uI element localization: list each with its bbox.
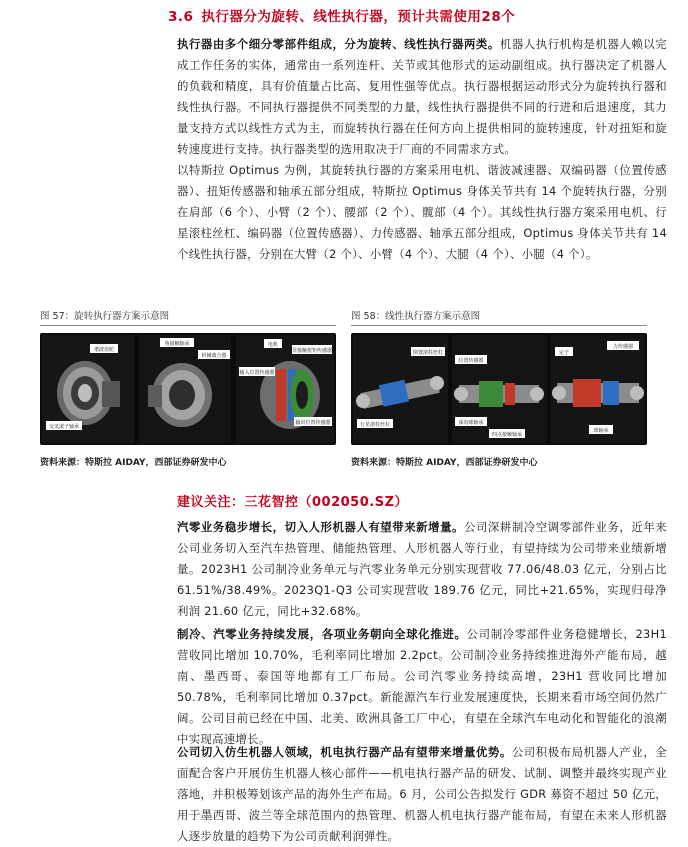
figure-58-image	[351, 333, 647, 445]
figure-57-caption: 图 57：旋转执行器方案示意图	[40, 311, 170, 322]
label-force-sensor: 力传感器	[612, 344, 634, 350]
label-harmonic-gear: 谐波齿轮	[93, 347, 115, 353]
recommendation-title: 建议关注：三花智控（002050.SZ）	[177, 495, 409, 510]
label-angular-contact-bearing: 角接触轴承	[164, 341, 190, 347]
paragraph-actuator-intro	[177, 34, 667, 160]
paragraph-lead: 公司切入仿生机器人领域，机电执行器产品有望带来增量优势。	[177, 745, 512, 759]
figure-58-caption: 图 58：线性执行器方案示意图	[351, 311, 481, 322]
label-motor: 电机	[267, 342, 279, 348]
paragraph-body: 以特斯拉 Optimus 为例，其旋转执行器的方案采用电机、谐波减速器、双编码器（位置传感器）、扭矩传感器和轴承五部分组成，特斯拉 Optimus 身体关节共有 14 个旋转执行器，分别在肩部（6 个）、小臂（2 个）、腰部（2 个）、髋部（4 个）。其线性执行器方案采用电机、行星滚柱丝杠、编码器（位置传感器）、力传感器、轴承五部分组成，Optimus 身体关节共有 14 个线性执行器，分别在大臂（2 个）、小臂（4 个）、大腿（4 个）、小腿（4 个）。	[177, 163, 667, 261]
section-title	[168, 5, 668, 25]
figure-58-rule	[351, 325, 647, 326]
label-position-sensor: 位置传感器	[458, 358, 484, 364]
paragraph-body: 公司积极布局机器人产业，全面配合客户开展仿生机器人核心部件——机电执行器产品的研发、试制、调整并最终实现产业落地，并积极筹划该产品的海外生产布局。6 月，公司公告拟发行 GDR 募资不超过 50 亿元，用于墨西哥、波兰等全球范围内的热管理、机器人机电执行器产能布局，有望在未来人形机器人逐步放量的趋势下为公司贡献利润弹性。	[177, 745, 667, 843]
figure-57-rule	[40, 325, 336, 326]
paragraph-optimus	[177, 160, 667, 265]
figure-57-image	[40, 333, 336, 445]
paragraph-lead: 制冷、汽零业务持续发展，各项业务朝向全球化推进。	[177, 627, 467, 641]
paragraph-body: 公司深耕制冷空调零部件业务，近年来公司业务切入至汽车热管理、储能热管理、人形机器人等行业，有望持续为公司带来业绩新增量。2023H1 公司制冷业务单元与汽零业务单元分别实现营收 77.06/48.03 亿元，分别占比 61.51%/38.49%。2023Q1-Q3 公司实现营收 189.76 亿元，同比+21.65%，实现归母净利润 21.60 亿元，同比+32.68%。	[177, 520, 667, 618]
paragraph-body: 机器人执行机构是机器人赖以完成工作任务的实体，通常由一系列连杆、关节或其他形式的运动副组成。执行器决定了机器人的负载和精度，具有价值量占比高、复用性强等优点。执行器根据运动形式分为旋转执行器和线性执行器。不同执行器提供不同类型的力量，线性执行器提供不同的行进和后退速度，其力量支持方式以线性方式为主，而旋转执行器在任何方向上提供相同的旋转速度，针对扭矩和旋转速度进行支持。执行器类型的选用取决于厂商的不同需求方式。	[177, 37, 667, 156]
paragraph-robotics	[177, 742, 667, 847]
figure-57-source: 资料来源：特斯拉 AIDAY，西部证券研发中心	[40, 458, 227, 468]
label-four-point-bearing: 四点接触轴承	[491, 432, 523, 438]
label-planetary-roller-screw: 行星滚柱丝杠	[359, 422, 391, 428]
label-deep-groove-bearing: 深沟球轴承	[458, 420, 484, 426]
paragraph-lead: 汽零业务稳步增长，切入人形机器人有望带来新增量。	[177, 520, 464, 534]
label-inverted-roller-screw: 倒置滚柱丝杠	[412, 350, 444, 356]
paragraph-body: 公司制冷零部件业务稳健增长，23H1 营收同比增加 10.70%，毛利率同比增加 2.2pct。公司制冷业务持续推进海外产能布局，越南、墨西哥、泰国等地都有工厂布局。公司汽零业务持续高增，23H1 营收同比增加 50.78%，毛利率同比增加 0.37pct。新能源汽车行业发展速度快，长期来看市场空间仍然广阔。公司目前已经在中国、北美、欧洲具备工厂中心，有望在全球汽车电动化和智能化的浪潮中实现高速增长。	[177, 627, 667, 746]
label-output-position-sensor: 输出位置传感器	[295, 420, 331, 426]
label-torque-sensor: 非接触扭矩传感器	[291, 348, 333, 354]
linear-actuator-cutaway-illustration	[552, 379, 644, 407]
label-mechanical-clutch: 机械离合器	[201, 353, 227, 359]
figure-58-source: 资料来源：特斯拉 AIDAY，西部证券研发中心	[351, 458, 538, 468]
label-input-position-sensor: 输入位置传感器	[239, 370, 275, 376]
paragraph-auto-parts-growth	[177, 517, 667, 622]
label-ball-bearing: 球轴承	[593, 428, 609, 434]
paragraph-globalization	[177, 624, 667, 750]
section-heading: 执行器分为旋转、线性执行器，预计共需使用28个	[201, 9, 516, 25]
paragraph-lead: 执行器由多个细分零部件组成，分为旋转、线性执行器两类。	[177, 37, 500, 51]
label-stator: 定子	[558, 350, 570, 356]
section-number: 3.6	[168, 9, 194, 25]
label-cross-roller-bearing: 交叉滚子轴承	[48, 424, 80, 430]
